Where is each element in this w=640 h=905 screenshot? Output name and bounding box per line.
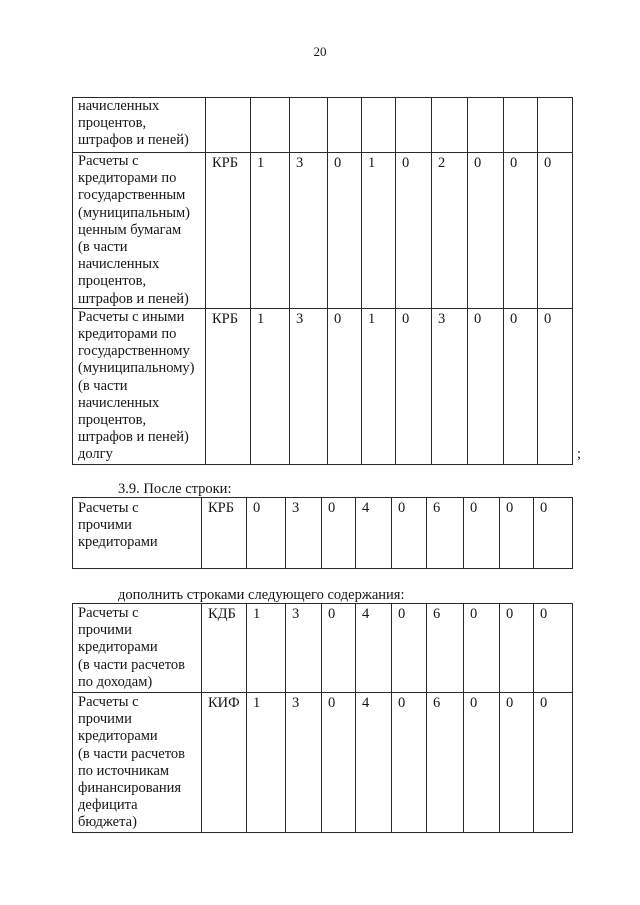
table-row — [73, 693, 573, 833]
code-cell: 1 — [362, 153, 396, 309]
empty-cell — [538, 98, 573, 153]
table-added-rows — [72, 603, 573, 833]
code-cell: 4 — [356, 693, 392, 833]
row-label: Расчеты с прочими кредиторами — [73, 498, 202, 569]
code-cell: 3 — [286, 498, 322, 569]
empty-cell — [328, 98, 362, 153]
code-cell: 0 — [468, 153, 504, 309]
code-cell: 6 — [427, 693, 464, 833]
code-cell: КРБ — [206, 308, 251, 464]
code-cell: 0 — [322, 498, 356, 569]
table-row — [73, 98, 573, 153]
code-cell: 3 — [432, 308, 468, 464]
code-cell: 3 — [290, 308, 328, 464]
empty-cell — [206, 98, 251, 153]
code-cell: 3 — [290, 153, 328, 309]
table-continued — [72, 97, 573, 465]
row-label: начисленных процентов, штрафов и пеней) — [73, 98, 206, 153]
code-cell: 4 — [356, 498, 392, 569]
code-cell: 0 — [534, 498, 573, 569]
code-cell: 3 — [286, 693, 322, 833]
code-cell: 1 — [251, 308, 290, 464]
code-cell: 0 — [464, 604, 500, 693]
code-cell: 0 — [504, 153, 538, 309]
code-cell: 0 — [534, 604, 573, 693]
table-row — [73, 498, 573, 569]
table-row — [73, 308, 573, 464]
code-cell: 0 — [247, 498, 286, 569]
empty-cell — [468, 98, 504, 153]
end-semicolon: ; — [577, 446, 582, 462]
code-cell: 0 — [322, 693, 356, 833]
empty-cell — [290, 98, 328, 153]
code-cell: КРБ — [202, 498, 247, 569]
code-cell: 0 — [538, 308, 573, 464]
row-label: Расчеты с кредиторами по государственным (муниципальным) ценным бумагам (в части начисленных процентов, штрафов и пеней) — [73, 153, 206, 309]
code-cell: 0 — [328, 153, 362, 309]
code-cell: 1 — [247, 693, 286, 833]
code-cell: КДБ — [202, 604, 247, 693]
code-cell: 0 — [468, 308, 504, 464]
code-cell: 4 — [356, 604, 392, 693]
empty-cell — [362, 98, 396, 153]
addition-intro: дополнить строками следующего содержания: — [118, 587, 405, 603]
item-3-9-intro: 3.9. После строки: — [118, 481, 232, 497]
row-label: Расчеты с иными кредиторами по государственному (муниципальному) (в части начисленных процентов, штрафов и пеней) долгу — [73, 308, 206, 464]
empty-cell — [504, 98, 538, 153]
code-cell: 1 — [247, 604, 286, 693]
code-cell: 1 — [251, 153, 290, 309]
table-after-row — [72, 497, 573, 569]
empty-cell — [396, 98, 432, 153]
code-cell: 3 — [286, 604, 322, 693]
empty-cell — [251, 98, 290, 153]
empty-cell — [432, 98, 468, 153]
code-cell: 2 — [432, 153, 468, 309]
code-cell: 0 — [392, 604, 427, 693]
code-cell: 0 — [534, 693, 573, 833]
code-cell: 0 — [392, 693, 427, 833]
table-row — [73, 604, 573, 693]
code-cell: КИФ — [202, 693, 247, 833]
code-cell: 6 — [427, 498, 464, 569]
code-cell: 1 — [362, 308, 396, 464]
code-cell: 0 — [322, 604, 356, 693]
code-cell: 0 — [396, 308, 432, 464]
code-cell: КРБ — [206, 153, 251, 309]
code-cell: 0 — [504, 308, 538, 464]
code-cell: 0 — [538, 153, 573, 309]
code-cell: 0 — [500, 498, 534, 569]
code-cell: 0 — [500, 693, 534, 833]
code-cell: 0 — [392, 498, 427, 569]
table-row — [73, 153, 573, 309]
code-cell: 0 — [396, 153, 432, 309]
code-cell: 0 — [500, 604, 534, 693]
code-cell: 0 — [328, 308, 362, 464]
code-cell: 0 — [464, 693, 500, 833]
row-label: Расчеты с прочими кредиторами (в части расчетов по источникам финансирования дефицита бюджета) — [73, 693, 202, 833]
code-cell: 0 — [464, 498, 500, 569]
row-label: Расчеты с прочими кредиторами (в части расчетов по доходам) — [73, 604, 202, 693]
code-cell: 6 — [427, 604, 464, 693]
page-number: 20 — [313, 44, 327, 59]
